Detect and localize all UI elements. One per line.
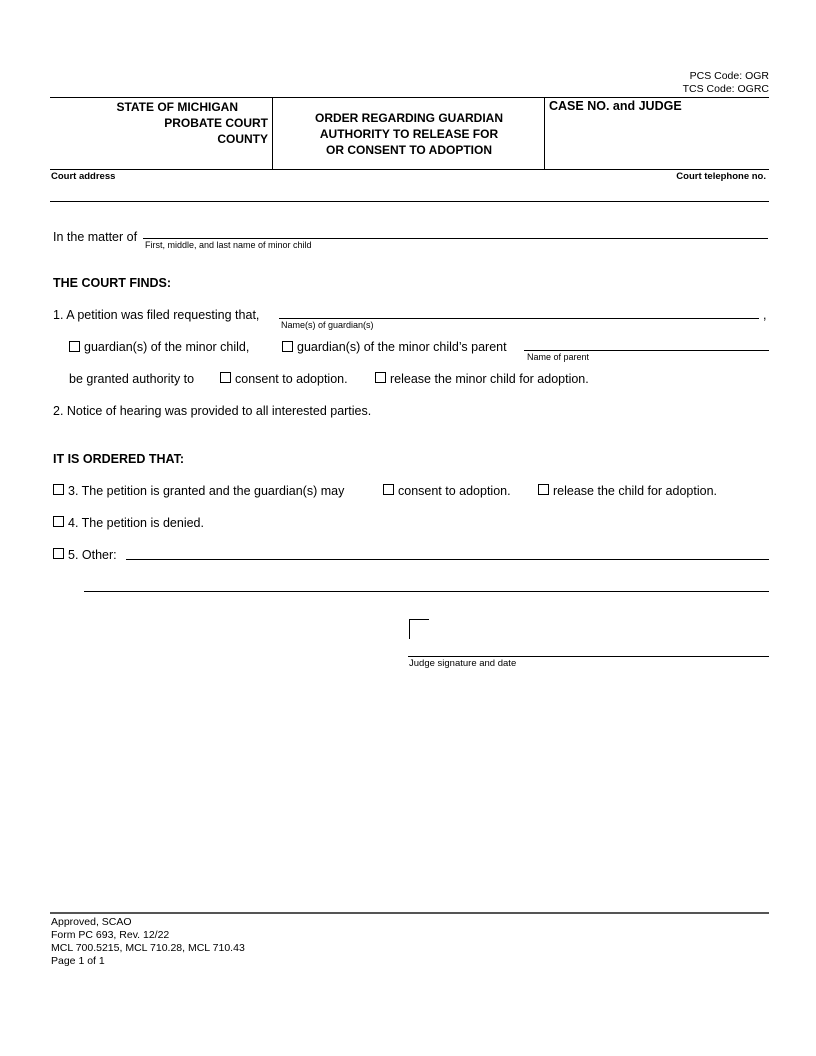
- consent-checkbox[interactable]: [220, 372, 231, 383]
- form-title-line: OR CONSENT TO ADOPTION: [325, 143, 492, 157]
- finding-2-text: 2. Notice of hearing was provided to all interested parties.: [53, 404, 372, 418]
- other-field[interactable]: [126, 559, 769, 560]
- minor-child-caption: First, middle, and last name of minor child: [145, 240, 312, 250]
- order-3-text: 3. The petition is granted and the guardian(s) may: [68, 484, 345, 498]
- parent-name-caption: Name of parent: [527, 352, 590, 362]
- guardian-child-label: guardian(s) of the minor child,: [84, 340, 250, 354]
- granted-authority-text: be granted authority to: [69, 372, 195, 386]
- judge-signature-field[interactable]: [408, 656, 769, 657]
- order-3-checkbox[interactable]: [53, 484, 64, 495]
- order-3-consent-checkbox[interactable]: [383, 484, 394, 495]
- form-codes: [683, 70, 769, 96]
- parent-name-field[interactable]: [524, 350, 769, 351]
- signature-corner-mark: [409, 619, 410, 639]
- release-label: release the minor child for adoption.: [390, 372, 589, 386]
- other-field-continued[interactable]: [84, 591, 769, 592]
- court-name: PROBATE COURT: [164, 116, 268, 130]
- finding-1-text: 1. A petition was filed requesting that,: [53, 308, 260, 322]
- order-3-release-checkbox[interactable]: [538, 484, 549, 495]
- court-phone-label: Court telephone no.: [676, 171, 766, 182]
- signature-corner-mark-top: [409, 619, 429, 620]
- footer-rule: [50, 912, 769, 914]
- header-bottom-rule: [50, 169, 769, 170]
- release-checkbox[interactable]: [375, 372, 386, 383]
- guardian-parent-label: guardian(s) of the minor child’s parent: [297, 340, 507, 354]
- guardian-parent-checkbox[interactable]: [282, 341, 293, 352]
- case-no-field[interactable]: CASE NO. and JUDGE: [549, 99, 682, 113]
- matter-label: In the matter of: [53, 230, 138, 244]
- header-divider-1: [272, 97, 273, 169]
- order-4-text: 4. The petition is denied.: [68, 516, 204, 530]
- state-name: STATE OF MICHIGAN: [116, 100, 238, 114]
- guardian-names-caption: Name(s) of guardian(s): [281, 320, 374, 330]
- header-top-rule: [50, 97, 769, 98]
- footer-page: Page 1 of 1: [51, 955, 105, 967]
- order-5-checkbox[interactable]: [53, 548, 64, 559]
- court-header: [52, 99, 268, 147]
- guardian-names-field[interactable]: [279, 318, 759, 319]
- order-3-release-label: release the child for adoption.: [553, 484, 717, 498]
- consent-label: consent to adoption.: [235, 372, 348, 386]
- form-title: [274, 110, 544, 158]
- form-footer: [51, 916, 245, 968]
- form-title-line: AUTHORITY TO RELEASE FOR: [319, 127, 499, 141]
- finding-1-comma: ,: [763, 308, 767, 322]
- form-title-line: ORDER REGARDING GUARDIAN: [314, 111, 503, 125]
- minor-child-name-field[interactable]: [143, 238, 768, 239]
- ordered-heading: IT IS ORDERED THAT:: [53, 452, 185, 466]
- tcs-code: TCS Code: OGRC: [682, 83, 769, 95]
- order-3-consent-label: consent to adoption.: [398, 484, 511, 498]
- pcs-code: PCS Code: OGR: [689, 70, 769, 82]
- judge-signature-caption: Judge signature and date: [409, 658, 517, 669]
- footer-mcl: MCL 700.5215, MCL 710.28, MCL 710.43: [51, 942, 245, 954]
- county-label: COUNTY: [217, 132, 268, 146]
- footer-approved: Approved, SCAO: [51, 916, 132, 928]
- court-address-label: Court address: [51, 171, 116, 182]
- guardian-child-checkbox[interactable]: [69, 341, 80, 352]
- footer-form: Form PC 693, Rev. 12/22: [51, 929, 170, 941]
- court-address-field[interactable]: [50, 201, 769, 202]
- order-5-text: 5. Other:: [68, 548, 117, 562]
- order-4-checkbox[interactable]: [53, 516, 64, 527]
- header-divider-2: [544, 97, 545, 169]
- court-finds-heading: THE COURT FINDS:: [53, 276, 172, 290]
